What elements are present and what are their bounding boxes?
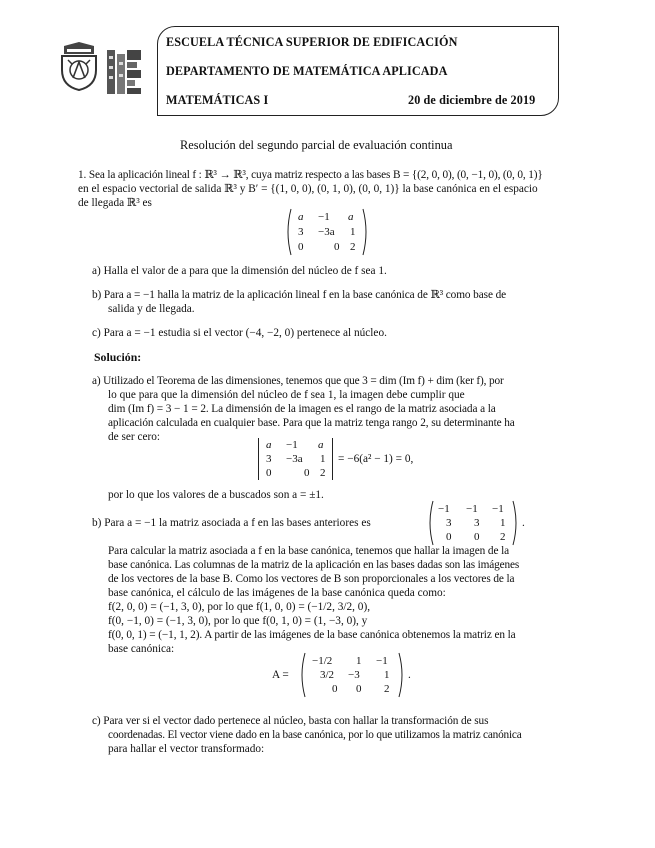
det-cell: 0 — [266, 467, 272, 479]
period: . — [408, 669, 411, 681]
solution-b-line-3: base canónica. Las columnas de la matriz de la aplicación en las bases dadas son las imágenes — [108, 559, 520, 571]
solution-b-line-9: base canónica: — [108, 643, 175, 655]
det-cell: 0 — [304, 467, 310, 479]
solution-c-line-3: para hallar el vector transformado: — [108, 743, 265, 755]
matrix-cell: 2 — [384, 683, 390, 695]
matrix-cell: 0 — [334, 241, 340, 253]
solution-b-line-6: f(2, 0, 0) = (−1, 3, 0), por lo que f(1, 0, 0) = (−1/2, 3/2, 0), — [108, 601, 371, 613]
school-name: ESCUELA TÉCNICA SUPERIOR DE EDIFICACIÓN — [166, 35, 458, 49]
matrix-cell: −3 — [348, 669, 360, 681]
solution-b-line-1: b) Para a = −1 la matriz asociada a f en las bases anteriores es — [92, 517, 371, 529]
solution-c-line-1: c) Para ver si el vector dado pertenece al núcleo, basta con hallar la transformación de sus — [92, 715, 489, 727]
matrix-cell: a — [348, 211, 354, 223]
matrix-cell: 0 — [474, 531, 480, 543]
solution-a-line-5: de ser cero: — [108, 431, 161, 443]
matrix-cell: −1 — [376, 655, 388, 667]
crest-logo-icon — [58, 40, 100, 92]
solution-b-line-4: de los vectores de la base B. Como los vectores de B son proporcionales a los vectores de la — [108, 573, 515, 585]
det-bar-right — [332, 438, 333, 480]
problem-line-1: 1. Sea la aplicación lineal f : ℝ³ → ℝ³, cuya matriz respecto a las bases B = {(2, 0, 0), (0, −1, 0), (0, 0, 1)} — [78, 169, 543, 181]
solution-a-line-3: dim (Im f) = 3 − 1 = 2. La dimensión de la imagen es el rango de la matriz asociada a la — [108, 403, 496, 415]
matrix-cell: 0 — [356, 683, 362, 695]
department-name: DEPARTAMENTO DE MATEMÁTICA APLICADA — [166, 64, 448, 78]
question-b-line-1: b) Para a = −1 halla la matriz de la aplicación lineal f en la base canónica de ℝ³ como base de — [92, 289, 507, 301]
matrix-cell: −3a — [318, 226, 335, 238]
right-paren-icon — [398, 652, 406, 698]
right-paren-icon — [362, 208, 370, 256]
matrix-cell: a — [298, 211, 304, 223]
matrix-cell: 0 — [332, 683, 338, 695]
course-name: MATEMÁTICAS I — [166, 93, 269, 107]
det-bar-left — [258, 438, 259, 480]
det-cell: 1 — [320, 453, 326, 465]
matrix-cell: −1 — [318, 211, 330, 223]
left-paren-icon — [426, 500, 434, 546]
matrix-cell: 0 — [446, 531, 452, 543]
solution-a-line-6: por lo que los valores de a buscados son a = ±1. — [108, 489, 324, 501]
question-b-line-2: salida y de llegada. — [108, 303, 195, 315]
solution-b-matrix — [426, 500, 522, 546]
problem-line-3: de llegada ℝ³ es — [78, 197, 152, 209]
solution-b-line-8: f(0, 0, 1) = (−1, 1, 2). A partir de las imágenes de la base canónica obtenemos la matriz en la — [108, 629, 516, 641]
matrix-cell: 3 — [446, 517, 452, 529]
solution-a-line-1: a) Utilizado el Teorema de las dimensiones, tenemos que que 3 = dim (Im f) + dim (ker f), por — [92, 375, 504, 387]
matrix-cell: 3/2 — [320, 669, 335, 681]
solution-b-line-5: base canónica, el cálculo de las imágenes de la base canónica queda como: — [108, 587, 446, 599]
solution-b-line-2: Para calcular la matriz asociada a f en la base canónica, tenemos que hallar la imagen de la — [108, 545, 510, 557]
solution-heading: Solución: — [94, 350, 142, 364]
right-paren-icon — [512, 500, 520, 546]
question-a: a) Halla el valor de a para que la dimensión del núcleo de f sea 1. — [92, 265, 387, 277]
matrix-cell: 2 — [350, 241, 356, 253]
period: . — [522, 517, 525, 529]
solution-b-line-7: f(0, −1, 0) = (−1, 3, 0), por lo que f(0, 1, 0) = (1, −3, 0), y — [108, 615, 368, 627]
building-logo-icon — [105, 48, 143, 96]
matrix-cell: 3 — [298, 226, 304, 238]
determinant-matrix — [258, 436, 334, 482]
solution-c-line-2: coordenadas. El vector viene dado en la base canónica, por lo que utilizamos la matriz canónica — [108, 729, 522, 741]
det-cell: 3 — [266, 453, 272, 465]
matrix-cell: 1 — [384, 669, 390, 681]
matrix-cell: −1/2 — [312, 655, 333, 667]
matrix-cell: 1 — [500, 517, 506, 529]
solution-a-line-4: aplicación calculada en cualquier base. Para que la matriz tenga rango 2, su determinante ha — [108, 417, 515, 429]
page-title: Resolución del segundo parcial de evaluación continua — [180, 138, 453, 152]
problem-line-2: en el espacio vectorial de salida ℝ³ y B′ = {(1, 0, 0), (0, 1, 0), (0, 0, 1)} la base canónica en el espacio — [78, 183, 538, 195]
det-cell: a — [266, 439, 272, 451]
det-cell: a — [318, 439, 324, 451]
det-result: = −6(a² − 1) = 0, — [338, 453, 414, 465]
matrix-cell: 3 — [474, 517, 480, 529]
matrix-a — [298, 652, 408, 698]
left-paren-icon — [284, 208, 292, 256]
matrix-a-label: A = — [272, 669, 289, 681]
matrix-cell: −1 — [492, 503, 504, 515]
solution-a-line-2: lo que para que la dimensión del núcleo de f sea 1, la imagen debe cumplir que — [108, 389, 465, 401]
det-cell: 2 — [320, 467, 326, 479]
matrix-cell: 1 — [350, 226, 356, 238]
matrix-cell: 0 — [298, 241, 304, 253]
matrix-cell: 2 — [500, 531, 506, 543]
matrix-cell: 1 — [356, 655, 362, 667]
matrix-cell: −1 — [438, 503, 450, 515]
det-cell: −3a — [286, 453, 303, 465]
problem-matrix — [284, 208, 370, 256]
det-cell: −1 — [286, 439, 298, 451]
question-c: c) Para a = −1 estudia si el vector (−4, −2, 0) pertenece al núcleo. — [92, 327, 387, 339]
left-paren-icon — [298, 652, 306, 698]
matrix-cell: −1 — [466, 503, 478, 515]
exam-date: 20 de diciembre de 2019 — [408, 93, 536, 107]
